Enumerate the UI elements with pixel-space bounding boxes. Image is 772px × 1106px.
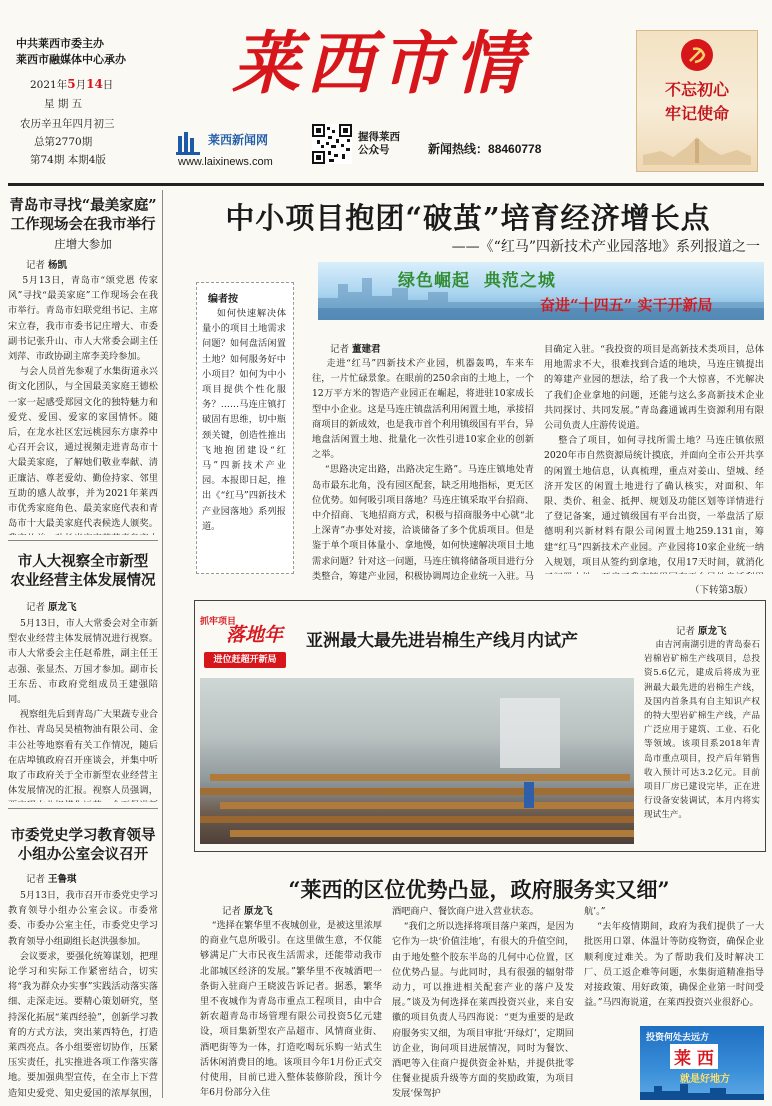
badge-top: 抓牢项目 xyxy=(200,617,237,627)
slogan-ad xyxy=(636,30,758,172)
lunar-date: 农历辛丑年四月初三 xyxy=(20,118,115,130)
total-issue: 总第2770期 xyxy=(34,136,93,148)
editor-note-label: 编者按 xyxy=(208,294,238,305)
byline-label: 记者 xyxy=(26,602,46,613)
hotline-label: 新闻热线： xyxy=(428,142,489,156)
worker-figure xyxy=(524,782,534,808)
conveyor-line xyxy=(230,830,634,837)
article-2-headline: 市人大视察全市新型 农业经营主体发展情况 xyxy=(10,553,156,589)
bottom-story-col-3: 航’。” “去年疫情期间，政府为我们提供了一大批医用口罩、体温计等防疫物资，确保企业顺利度过难关。为了帮助我们及时解决工厂、员工返企难等问题，水集街道精准指导对接政策、用好政策，确保企业第一时间受益。”马四海说道，在莱西投资兴业很舒心。 xyxy=(584,906,764,1009)
banner-line-2: 奋进“十四五” 实干开新局 xyxy=(540,296,713,314)
editor-note-body: 如何快速解决体量小的项目土地需求问题？如何盘活闲置土地？如何服务好中小项目？如何为中小项目提供个性化服务？……马连庄镇打破固有思维，切中瓶颈关键，创造性推出飞地抱团建设“红马”四新技术产业园。本报即日起，推出《“红马”四新技术产业园落地》系列报道。 xyxy=(202,308,286,532)
byline-name: 王鲁琪 xyxy=(48,874,77,885)
qr-code-icon[interactable] xyxy=(312,124,352,164)
article-divider xyxy=(8,540,158,541)
slogan-line-2: 牢记使命 xyxy=(664,104,729,123)
bottom-story-col-1: “选择在繁华里不夜城创业，是被这里浓厚的商业气息所吸引。在这里做生意，不仅能够满足广大市民夜生活需求，还能带动我市北部城区经济的发展。”繁华里不夜城酒吧一条街入驻商户王晓波告诉记者。据悉，繁华里不夜城作为青岛市重点工程项目，由中合新农超青岛市场管理有限公司投资5亿元建设，项目集新型农产品超市、风情商业街、酒吧街等为一体，打造吃喝玩乐购一站式生活休闲消费目的地。该项目今年1月份正式交付使用，目前已进入整体装修阶段，预计今年6月份部分入住 xyxy=(200,920,382,1099)
monument-graphic xyxy=(643,135,751,165)
article-1-headline: 青岛市寻找“最美家庭” 工作现场会在我市举行 xyxy=(9,197,157,233)
conveyor-line xyxy=(200,816,634,823)
promo-top: 投资何处去远方 xyxy=(646,1033,710,1043)
news-site-name: 莱西新闻网 xyxy=(208,133,269,147)
date-line xyxy=(30,76,160,94)
photo-story-headline: 亚洲最大最先进岩棉生产线月内试产 xyxy=(306,631,578,651)
conveyor-line xyxy=(220,802,634,809)
photo-story-body: 由吉河南湖引进的青岛泰石岩棉岩矿棉生产线项目，总投资5.6亿元，建成后将成为亚洲最大最先进的岩棉生产线，及国内首条具有自主知识产权的特大型岩矿棉生产线，产品广泛应用于建筑、工业、石化等领域。该项目系2018年青岛市重点项目，投产后年销售收入预计可达3.2亿元。目前项目厂房已建设完毕，正在进行设备安装调试，本月内将实现试生产。 xyxy=(644,640,760,821)
bottom-story-headline: “莱西的区位优势凸显，政府服务实又细” xyxy=(288,877,670,902)
lead-byline xyxy=(330,342,381,357)
byline-label: 记者 xyxy=(330,344,350,355)
party-emblem-icon xyxy=(681,39,713,71)
issue-info: 第74期 本期4版 xyxy=(30,154,106,166)
date-month-unit: 月 xyxy=(75,79,87,91)
qr-caption: 握得莱西 公众号 xyxy=(358,131,400,156)
byline-name: 原龙飞 xyxy=(48,602,77,613)
lead-headline: 中小项目抱团“破茧”培育经济增长点 xyxy=(225,201,711,235)
campaign-badge xyxy=(200,614,290,672)
article-divider xyxy=(8,808,158,809)
article-1-subhead: 庄增大参加 xyxy=(54,237,112,251)
publisher-line-1: 中共莱西市委主办 xyxy=(16,37,104,50)
news-site-url[interactable]: www.laixinews.com xyxy=(178,156,273,168)
news-site-logo-icon xyxy=(176,130,202,156)
article-2-body: 5月13日，市人大常委会对全市新型农业经营主体发展情况进行视察。市人大常委会主任赵希胜，副主任王志强、张显杰、万国才参加。副市长王东岳、市政府党组成员王建强陪同。 视察组先后到青岛广大果蔬专业合作社、青岛吴昊植物油有限公司、金丰公社等地察看有关工作情况，随后在店埠镇政府召开座谈会，并集中听取了市政府关于全市新型农业经营主体发展情况的汇报。视察人员强调， xyxy=(8,618,158,797)
byline-name: 董建君 xyxy=(352,344,381,355)
lead-series-subtitle: ——《“红马”四新技术产业园落地》系列报道之一 xyxy=(451,239,760,255)
byline-name: 杨凯 xyxy=(48,260,68,271)
publisher-line-2: 莱西市融媒体中心承办 xyxy=(16,53,126,66)
continued-note[interactable]: （下转第3版） xyxy=(690,585,754,596)
slogan-line-1: 不忘初心 xyxy=(664,80,729,99)
lead-body-col-1: 走进“红马”四新技术产业园，机器轰鸣，车来车往，一片忙碌景象。在眼前的250余亩的土地上，一个12万平方米的智造产业园正在崛起，将进驻10家成长型中小企业。这是马连庄镇盘活利用闲置土地，承接招商项目的新成效，也是我市首个利用镇级国有平台，异地盘活闲置土地、批量化一次性引进10家企业的创新之举。 “思路决定出路，出路决定生路”。马连庄镇地处青岛市最东北角，没有园区配套，缺乏用地指标，更无区位优势。如何吸引项目落地？马连庄镇采取平台招商、中介招商、飞地招商方式，积极与招商服务中心就“北上深青”办事处对接，洽谈储备了多个优质项目。但是鉴于单个项目体量小、拿地慢，如何快速解决项目土地需求问题？针对这一问题，马连庄镇将储备项目进行分类整合，筹建产业园，积极协调周边企业统一入驻。马 xyxy=(312,358,534,582)
byline-label: 记者 xyxy=(26,874,46,885)
date-year: 2021年 xyxy=(30,79,68,91)
lead-body-col-2: 目确定入驻。“我投资的项目是高新技术类项目，总体用地需求不大，很难找到合适的地块，马连庄镇提出的筹建产业园的想法，给了我一个大惊喜，不光解决了我们企业拿地的问题，还能与这么多高新技术企业共同探讨、共同发展。”青岛鑫通诚再生资源利用有限公司负责人庄游传说道。 整合了项目，如何寻找所需土地？马连庄镇依照2020年市自然资源局统计摸底，并面向全市公开共享的闲置土地信息，认真梳理，重点对姜山、望城、经济开发区的闲置土地进行了确认核实，对面积、年限、类价、租金、抵押、规划及功能区划等详情进行了登记备案，通过镇级国有平台出资，一举盘活了原德明利兴新材料有限公司闲置土地259.131亩，筹建“红马”四新技术产业园。产业园将10家企业统一纳入规划，项目从签约到拿地，仅用17天时间，就消化 xyxy=(544,344,764,568)
banner-line-1: 绿色崛起 典范之城 xyxy=(398,271,556,291)
masthead-rule xyxy=(8,183,764,186)
article-3-headline: 市委党史学习教育领导 小组办公室会议召开 xyxy=(10,827,156,863)
article-1-body: 5月13日，青岛市“颂党恩 传家风”寻找“最美家庭”工作现场会在我市举行。青岛市妇联党组书记、主席宋立春，我市市委书记庄增大、市委副书记张升山、市人大常委会副主任刘萍、市政协副主席李美玲参加。 与会人员首先参观了水集街道永兴街文化团队，与全国最美家庭王德松一家一起感受郑园文化的独特魅力和爱党、爱国、爱家的家国情怀。随后，在龙水社区宏远桃园东方康养中心召开会议，通过视频走进青岛市十大最美家庭，了解她们敬业奉献、清正廉洁、尊老爱幼、勤俭持家、邻里互助的感人故事，并为2021年莱西市优秀家庭角色、最美家庭代表和青岛市十大最美家庭代表候选人颁奖。 xyxy=(8,275,158,530)
hotline xyxy=(428,140,541,157)
byline-label: 记者 xyxy=(222,906,242,917)
date-day-unit: 日 xyxy=(102,79,114,91)
byline-name: 原龙飞 xyxy=(698,626,727,637)
photo-story-byline xyxy=(676,624,727,639)
byline-label: 记者 xyxy=(26,260,46,271)
paper-title: 莱西市情 xyxy=(231,24,528,104)
invest-promo[interactable] xyxy=(640,1026,764,1100)
bottom-story-col-2: 酒吧商户、餐饮商户进入营业状态。 “我们之所以选择将项目落户莱西，是因为它作为一块‘价值洼地’，有很大的升值空间，由于地处整个胶东半岛的几何中心位置，区位优势凸显。与此同时，具有很强的辐射带动力，可以推进相关配套产业的落户及发展。”谈及为何选择在莱西投资兴业，来自安徽的项目负责人马四海说：“更为重要的是政府服务实又细，为项目审批‘开绿灯’，定期回访企业，询问项目进展情况，同时为餐饮、酒吧等入住商户提供资金补贴，并提供批零住餐业提质升级等方面的奖励政策，为项目发展‘保驾护 xyxy=(392,906,574,1100)
conveyor-line xyxy=(210,774,630,781)
campaign-banner xyxy=(318,262,764,320)
promo-sub: 就是好地方 xyxy=(680,1074,730,1085)
date-day: 14 xyxy=(86,77,103,91)
promo-skyline-graphic xyxy=(640,1082,764,1100)
robot-arm-graphic xyxy=(500,698,560,768)
promo-main: 莱 西 xyxy=(670,1044,718,1069)
article-3-body: 5月13日，我市召开市委党史学习教育领导小组办公室会议。市委常委、市委办公室主任，市委党史学习教育领导小组副组长赵洪强参加。 会议要求，要强化统筹谋划，把理论学习和实际工作紧密结合，切实将“我为群众办实事”实践活动落实落细、走深走远。要精心策划研究，坚持深化拓展“莱西经验”，创新学习教育的方式方法，突出莱西特色，打造莱西亮点。各小组要密切协作，压紧压实责任，扎实推进各项工作落实落地。要加强典型宣传，在全市上下营造知史爱党、知史爱国的浓厚氛围， xyxy=(8,890,158,1099)
factory-photo xyxy=(200,678,634,844)
article-2-byline xyxy=(26,600,77,615)
hotline-number: 88460778 xyxy=(488,142,542,156)
bottom-story-byline xyxy=(222,904,273,919)
date-month: 5 xyxy=(67,77,76,91)
column-divider xyxy=(162,190,163,1098)
badge-main: 落地年 xyxy=(226,624,284,646)
article-3-byline xyxy=(26,872,77,887)
weekday: 星 期 五 xyxy=(44,98,83,110)
byline-name: 原龙飞 xyxy=(244,906,273,917)
conveyor-line xyxy=(200,788,634,795)
article-1-byline xyxy=(26,258,67,273)
badge-sub: 进位赶超开新局 xyxy=(204,652,286,668)
byline-label: 记者 xyxy=(676,626,696,637)
